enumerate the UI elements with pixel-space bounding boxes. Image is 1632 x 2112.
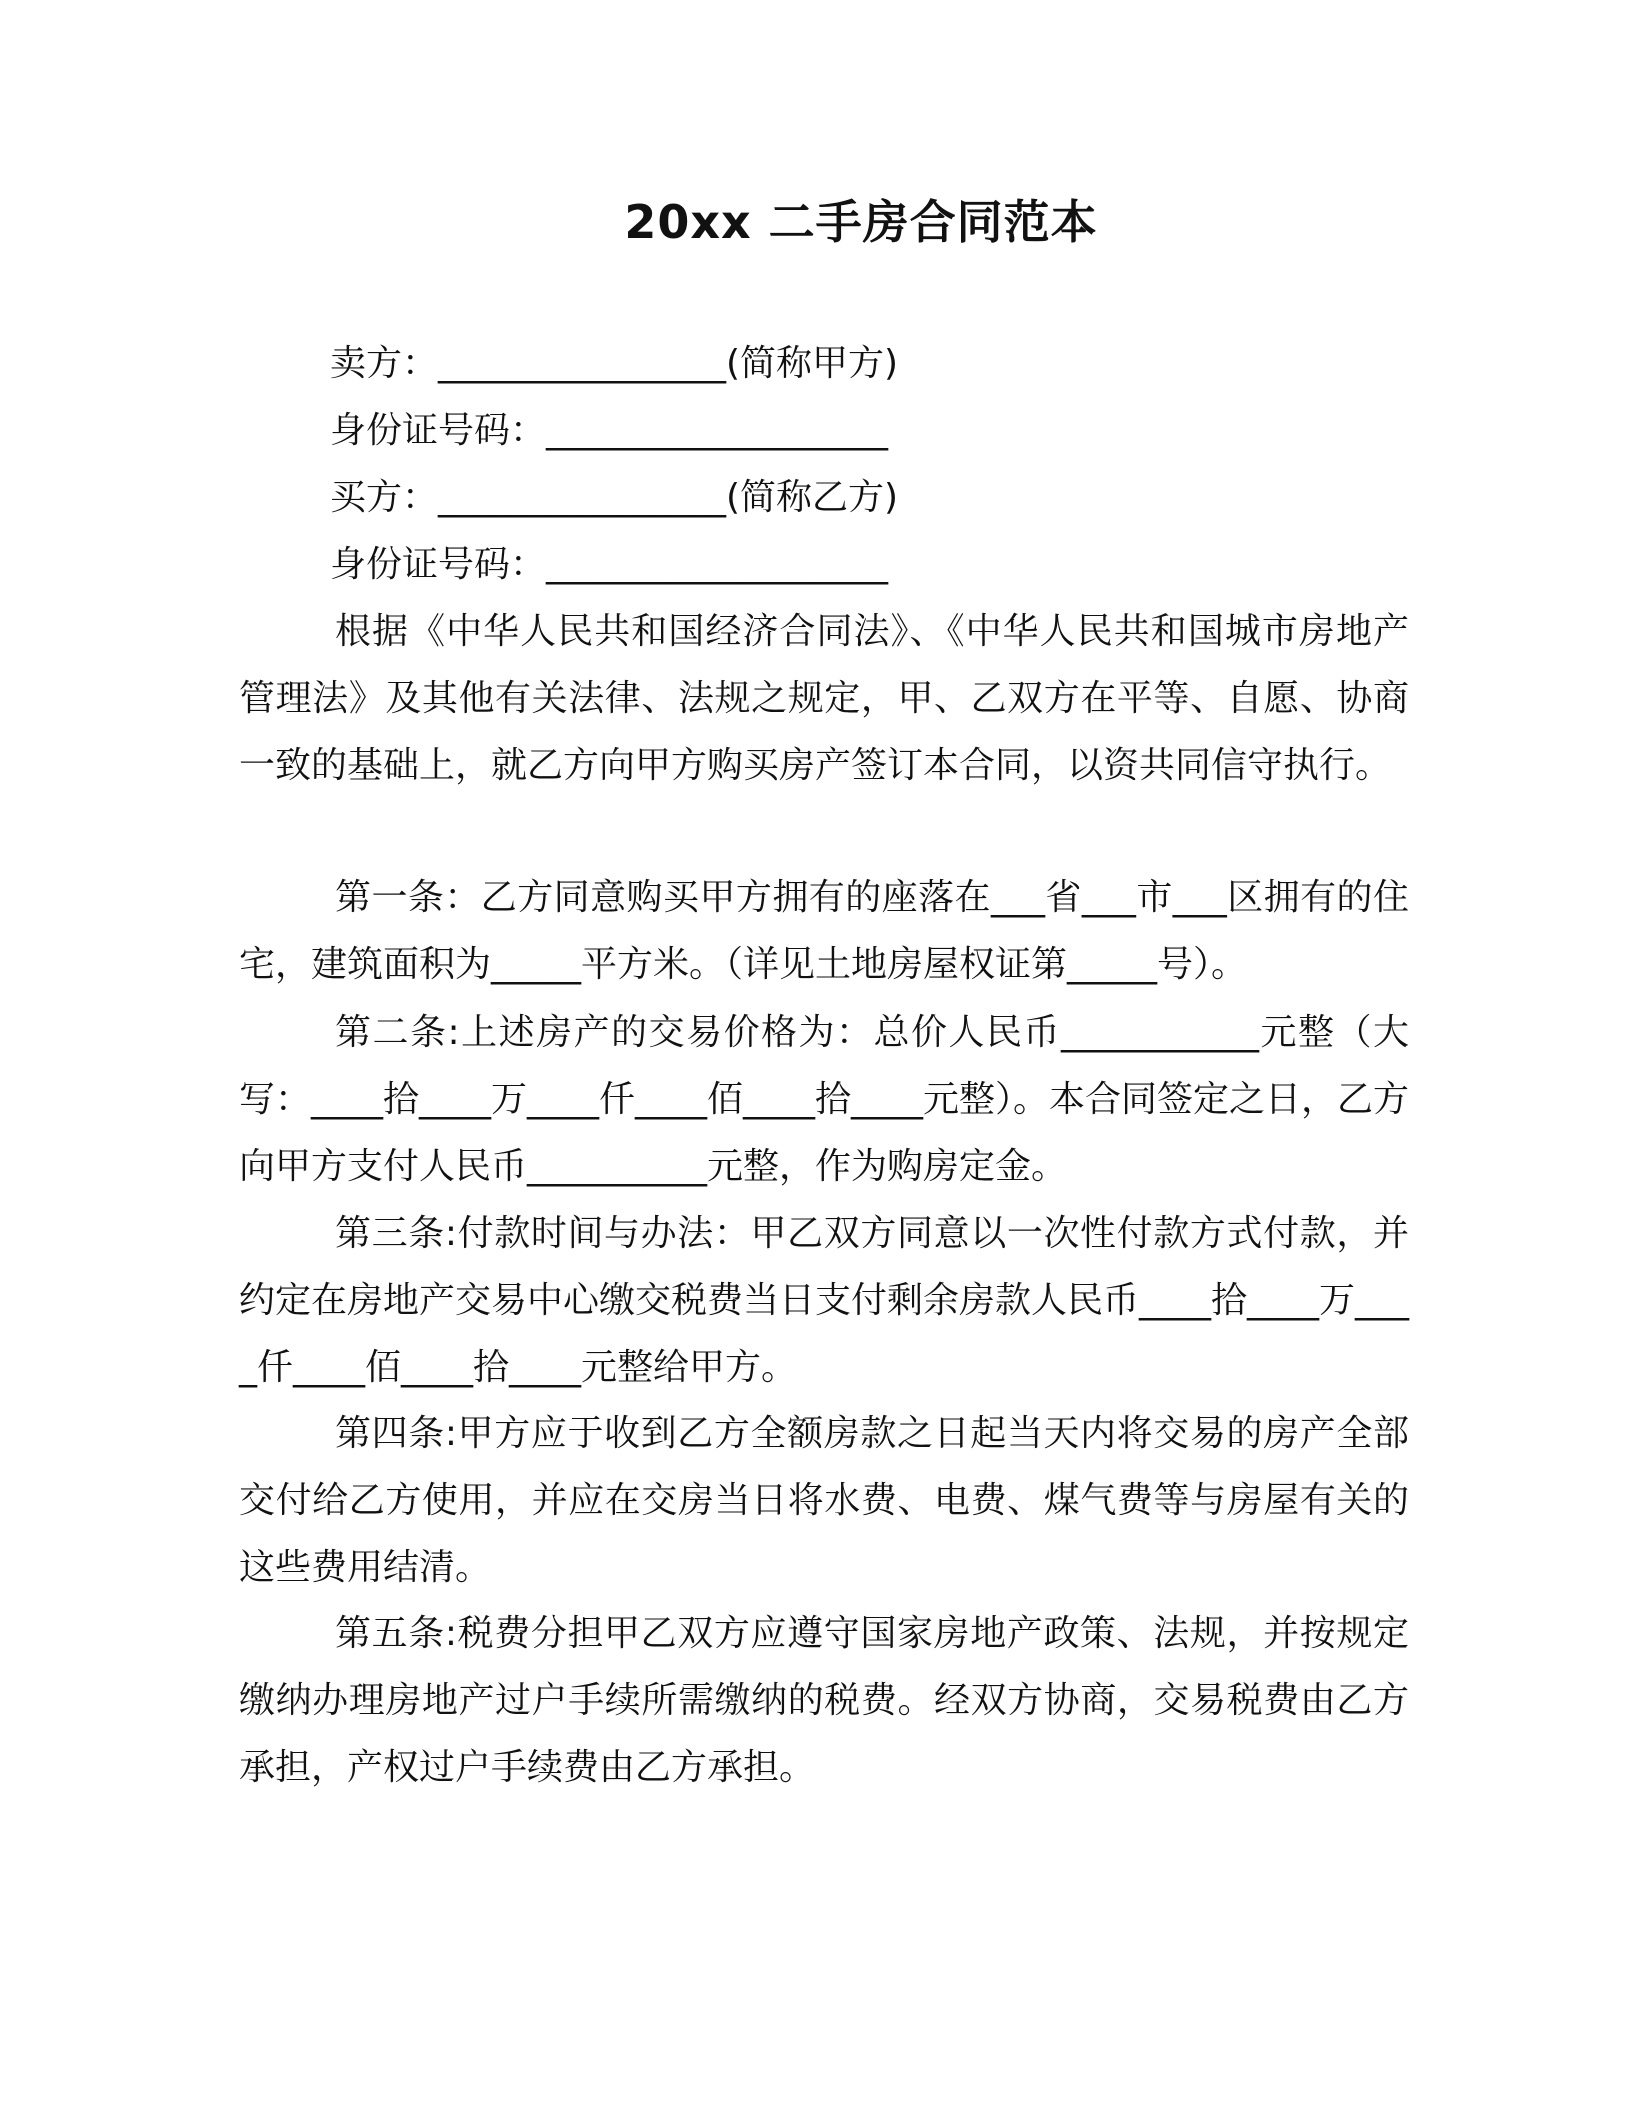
buyer-note: (简称乙方) — [726, 477, 899, 518]
seller-id-blank: ___________________ — [546, 410, 889, 451]
article-5-paragraph: 第五条:税费分担甲乙双方应遵守国家房地产政策、法规，并按规定缴纳办理房地产过户手续所需缴纳的税费。经双方协商，交易税费由乙方承担，产权过户手续费由乙方承担。 — [239, 1613, 1409, 1788]
buyer-field — [330, 472, 898, 524]
seller-id-field — [330, 405, 888, 457]
article-2-paragraph: 第二条:上述房产的交易价格为：总价人民币___________元整（大写：____拾____万____仟____佰____拾____元整）。本合同签定之日，乙方向甲方支付人民币__________元整，作为购房定金。 — [239, 1012, 1410, 1187]
document-title: 20xx 二手房合同范本 — [624, 195, 1098, 249]
buyer-label: 买方： — [330, 477, 439, 518]
seller-blank: ________________ — [438, 343, 727, 384]
article-4-paragraph: 第四条:甲方应于收到乙方全额房款之日起当天内将交易的房产全部交付给乙方使用，并应在交房当日将水费、电费、煤气费等与房屋有关的这些费用结清。 — [239, 1413, 1409, 1588]
seller-label: 卖方： — [330, 343, 439, 384]
seller-field — [330, 338, 898, 390]
seller-note: (简称甲方) — [726, 343, 899, 384]
seller-id-label: 身份证号码： — [330, 410, 547, 451]
preamble-paragraph: 根据《中华人民共和国经济合同法》、《中华人民共和国城市房地产管理法》及其他有关法律、法规之规定，甲、乙双方在平等、自愿、协商一致的基础上，就乙方向甲方购买房产签订本合同，以资共同信守执行。 — [239, 611, 1409, 786]
buyer-blank: ________________ — [438, 477, 727, 518]
buyer-id-field — [330, 539, 888, 591]
buyer-id-blank: ___________________ — [546, 544, 889, 585]
buyer-id-label: 身份证号码： — [330, 544, 547, 585]
article-3-paragraph: 第三条:付款时间与办法：甲乙双方同意以一次性付款方式付款，并约定在房地产交易中心缴交税费当日支付剩余房款人民币____拾____万____仟____佰____拾____元整给甲方。 — [239, 1213, 1410, 1388]
article-1-paragraph: 第一条：乙方同意购买甲方拥有的座落在___省___市___区拥有的住宅，建筑面积为_____平方米。（详见土地房屋权证第_____号）。 — [239, 877, 1409, 985]
